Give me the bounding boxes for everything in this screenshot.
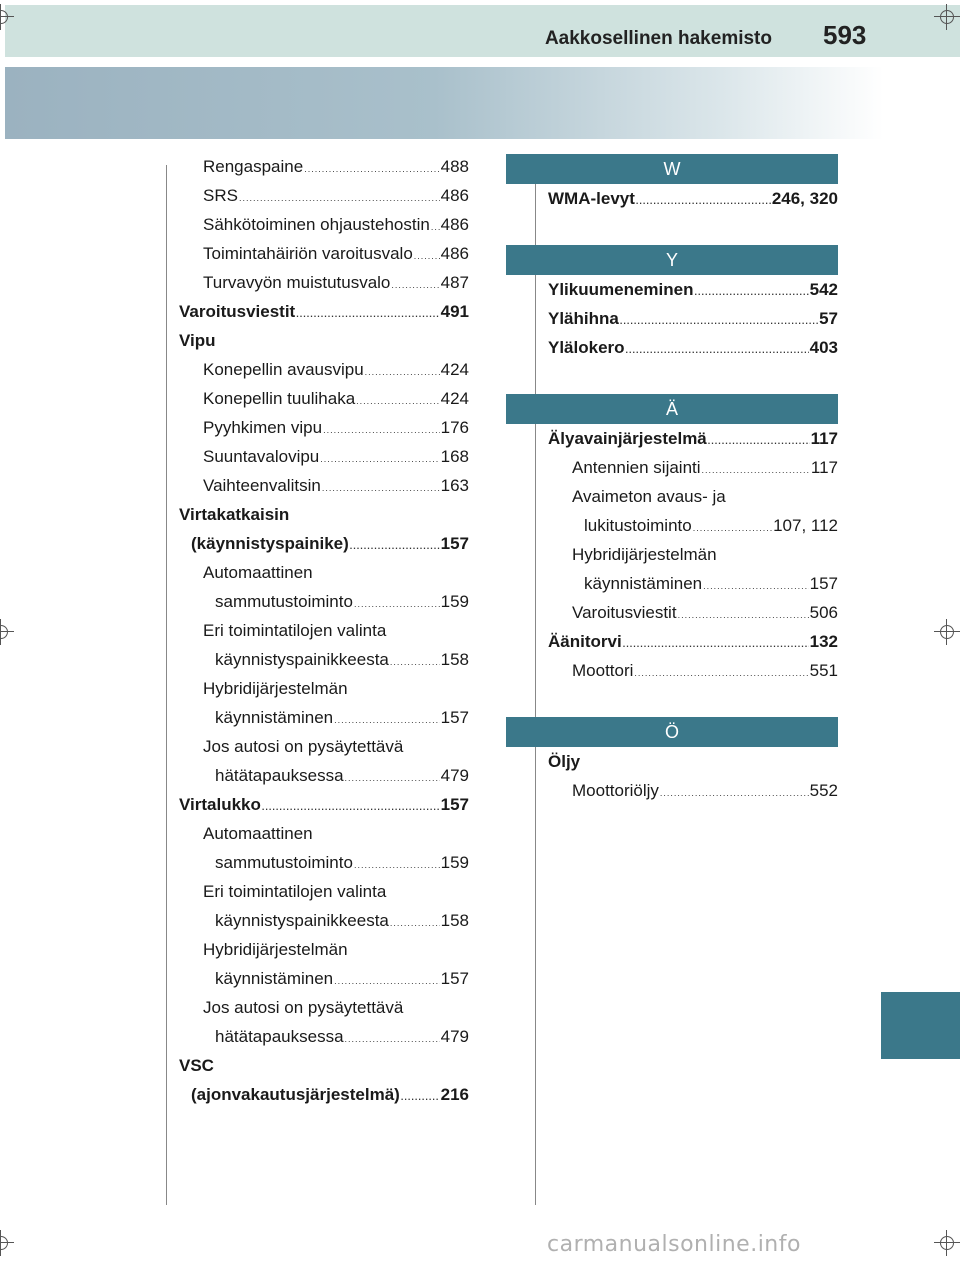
index-term: Varoitusviestit <box>572 603 677 622</box>
index-entry <box>548 304 838 333</box>
dot-leader <box>262 793 440 822</box>
index-term: Öljy <box>548 752 581 771</box>
index-term: käynnistyspainikkeesta <box>215 911 389 930</box>
dot-leader <box>693 514 772 543</box>
index-entry <box>179 326 469 355</box>
index-term: käynnistyspainikkeesta <box>215 650 389 669</box>
index-term: Varoitusviestit <box>179 302 296 321</box>
page-reference: 488 <box>440 157 469 176</box>
dot-leader <box>623 630 809 659</box>
index-entry <box>179 964 469 993</box>
index-entry <box>179 761 469 790</box>
index-term: Sähkötoiminen ohjaustehostin <box>203 215 430 234</box>
index-entry <box>548 656 838 685</box>
index-entry <box>548 184 838 213</box>
dot-leader <box>390 909 440 938</box>
index-term: Pyyhkimen vipu <box>203 418 323 437</box>
index-entry <box>179 1022 469 1051</box>
dot-leader <box>390 648 440 677</box>
index-entry <box>548 598 838 627</box>
crop-mark-icon <box>934 1230 960 1256</box>
dot-leader <box>678 601 809 630</box>
index-entry <box>179 297 469 326</box>
index-entry <box>179 413 469 442</box>
index-term: Jos autosi on pysäytettävä <box>203 737 404 756</box>
column-divider <box>535 165 536 1205</box>
index-entry <box>179 1080 469 1109</box>
crop-mark-icon <box>934 4 960 30</box>
crop-mark-icon <box>0 619 14 645</box>
dot-leader <box>320 445 439 474</box>
index-term: WMA-levyt <box>548 189 635 208</box>
dot-leader <box>296 300 439 329</box>
page-reference: 157 <box>440 534 469 553</box>
index-entry <box>548 747 838 776</box>
crop-mark-icon <box>0 4 14 30</box>
header-bar <box>5 5 960 57</box>
dot-leader <box>431 213 440 242</box>
dot-leader <box>636 187 771 216</box>
index-term: hätätapauksessa <box>215 766 344 785</box>
index-entry <box>179 239 469 268</box>
dot-leader <box>620 307 818 336</box>
index-term: Moottoriöljy <box>572 781 659 800</box>
page-reference: 216 <box>440 1085 469 1104</box>
column-divider <box>166 165 167 1205</box>
decorative-gradient-band <box>5 67 960 139</box>
dot-leader <box>322 474 440 503</box>
page-reference: 551 <box>809 661 838 680</box>
index-term: Konepellin avausvipu <box>203 360 364 379</box>
dot-leader <box>334 967 440 996</box>
index-entry <box>179 471 469 500</box>
index-entry <box>179 616 469 645</box>
crop-mark-icon <box>934 619 960 645</box>
index-entry <box>548 453 838 482</box>
dot-leader <box>391 271 439 300</box>
page-reference: 117 <box>810 458 838 477</box>
index-term: SRS <box>203 186 238 205</box>
index-term: VSC <box>179 1056 214 1075</box>
index-term: Hybridijärjestelmän <box>203 679 348 698</box>
index-term: Rengaspaine <box>203 157 304 176</box>
index-entry <box>179 790 469 819</box>
index-entry <box>179 1051 469 1080</box>
page-reference: 176 <box>440 418 469 437</box>
index-entry <box>179 877 469 906</box>
index-term: Automaattinen <box>203 563 313 582</box>
index-term: Konepellin tuulihaka <box>203 389 356 408</box>
index-entry <box>548 275 838 304</box>
page-reference: 542 <box>809 280 838 299</box>
index-term: Virtalukko <box>179 795 261 814</box>
index-column-left <box>179 152 469 1109</box>
page-reference: 163 <box>440 476 469 495</box>
dot-leader <box>626 336 809 365</box>
crop-mark-icon <box>0 1230 14 1256</box>
dot-leader <box>350 532 440 561</box>
index-entry <box>179 558 469 587</box>
index-entry <box>548 776 838 805</box>
index-entry <box>179 819 469 848</box>
page-reference: 486 <box>440 186 469 205</box>
index-term: Toimintahäiriön varoitusvalo <box>203 244 413 263</box>
dot-leader <box>239 184 440 213</box>
letter-heading: Ä <box>506 394 838 424</box>
dot-leader <box>703 572 809 601</box>
page-reference: 424 <box>440 389 469 408</box>
index-entry <box>179 529 469 558</box>
page-reference: 487 <box>440 273 469 292</box>
dot-leader <box>356 387 439 416</box>
index-entry <box>179 355 469 384</box>
index-term: Älyavainjärjestelmä <box>548 429 707 448</box>
index-term: Avaimeton avaus- ja <box>572 487 726 506</box>
page-reference: 552 <box>809 781 838 800</box>
index-term: Ylähihna <box>548 309 619 328</box>
index-term: Virtakatkaisin <box>179 505 290 524</box>
page-reference: 158 <box>440 650 469 669</box>
index-entry <box>179 268 469 297</box>
index-term: Turvavyön muistutusvalo <box>203 273 391 292</box>
chapter-tab <box>881 992 960 1059</box>
dot-leader <box>702 456 810 485</box>
page-reference: 486 <box>440 215 469 234</box>
watermark: carmanualsonline.info <box>547 1232 801 1257</box>
index-term: (käynnistyspainike) <box>191 534 349 553</box>
index-term: lukitustoiminto <box>584 516 692 535</box>
index-term: käynnistäminen <box>584 574 703 593</box>
index-entry <box>179 645 469 674</box>
index-term: Ylälokero <box>548 338 625 357</box>
index-entry <box>548 333 838 362</box>
dot-leader <box>345 1025 440 1054</box>
index-term: Vipu <box>179 331 216 350</box>
index-term: Eri toimintatilojen valinta <box>203 882 387 901</box>
page-number: 593 <box>823 20 867 50</box>
index-term: sammutustoiminto <box>215 592 353 611</box>
index-term: Hybridijärjestelmän <box>203 940 348 959</box>
index-entry <box>179 674 469 703</box>
letter-heading: W <box>506 154 838 184</box>
page-reference: 157 <box>440 708 469 727</box>
page-reference: 158 <box>440 911 469 930</box>
index-entry <box>179 181 469 210</box>
index-entry <box>548 424 838 453</box>
page-reference: 486 <box>440 244 469 263</box>
index-term: Antennien sijainti <box>572 458 701 477</box>
dot-leader <box>304 155 439 184</box>
dot-leader <box>334 706 440 735</box>
index-entry <box>179 500 469 529</box>
dot-leader <box>345 764 440 793</box>
index-entry <box>548 627 838 656</box>
dot-leader <box>708 427 810 456</box>
letter-heading: Ö <box>506 717 838 747</box>
dot-leader <box>401 1083 440 1112</box>
page-reference: 479 <box>440 1027 469 1046</box>
page-reference: 157 <box>809 574 838 593</box>
index-term: Suuntavalovipu <box>203 447 320 466</box>
index-entry <box>179 442 469 471</box>
letter-section-entries <box>548 424 838 685</box>
index-entry <box>179 906 469 935</box>
index-entry <box>179 703 469 732</box>
letter-section-entries <box>548 747 838 805</box>
index-entry <box>179 848 469 877</box>
dot-leader <box>365 358 440 387</box>
page-reference: 424 <box>440 360 469 379</box>
page-reference: 57 <box>819 309 838 328</box>
index-entry <box>179 384 469 413</box>
index-entry <box>548 569 838 598</box>
page-reference: 117 <box>810 429 838 448</box>
index-entry <box>179 993 469 1022</box>
page-reference: 168 <box>440 447 469 466</box>
index-entry <box>179 210 469 239</box>
letter-section-entries <box>548 275 838 362</box>
index-term: Automaattinen <box>203 824 313 843</box>
dot-leader <box>634 659 808 688</box>
index-term: Jos autosi on pysäytettävä <box>203 998 404 1017</box>
dot-leader <box>354 851 440 880</box>
page-reference: 491 <box>440 302 469 321</box>
letter-section-entries <box>548 184 838 213</box>
index-entry <box>179 935 469 964</box>
index-entry <box>179 587 469 616</box>
index-entry <box>179 732 469 761</box>
index-term: Ylikuumeneminen <box>548 280 694 299</box>
dot-leader <box>660 779 809 808</box>
index-term: (ajonvakautusjärjestelmä) <box>191 1085 400 1104</box>
page-reference: 132 <box>809 632 838 651</box>
dot-leader <box>354 590 440 619</box>
index-entry <box>179 152 469 181</box>
dot-leader <box>323 416 440 445</box>
page-reference: 159 <box>440 853 469 872</box>
page-reference: 159 <box>440 592 469 611</box>
index-term: Vaihteenvalitsin <box>203 476 321 495</box>
index-term: Moottori <box>572 661 634 680</box>
page-reference: 479 <box>440 766 469 785</box>
index-term: Hybridijärjestelmän <box>572 545 717 564</box>
index-term: Äänitorvi <box>548 632 622 651</box>
index-entry <box>548 482 838 511</box>
page-reference: 506 <box>809 603 838 622</box>
index-term: käynnistäminen <box>215 708 334 727</box>
page-reference: 157 <box>440 795 469 814</box>
page-reference: 403 <box>809 338 838 357</box>
index-entry <box>548 511 838 540</box>
index-term: sammutustoiminto <box>215 853 353 872</box>
index-entry <box>548 540 838 569</box>
index-term: käynnistäminen <box>215 969 334 988</box>
dot-leader <box>414 242 440 271</box>
page-reference: 246, 320 <box>771 189 838 208</box>
index-term: hätätapauksessa <box>215 1027 344 1046</box>
dot-leader <box>694 278 808 307</box>
letter-heading: Y <box>506 245 838 275</box>
page-reference: 157 <box>440 969 469 988</box>
page-reference: 107, 112 <box>773 516 838 535</box>
index-term: Eri toimintatilojen valinta <box>203 621 387 640</box>
section-title: Aakkosellinen hakemisto <box>544 28 772 49</box>
